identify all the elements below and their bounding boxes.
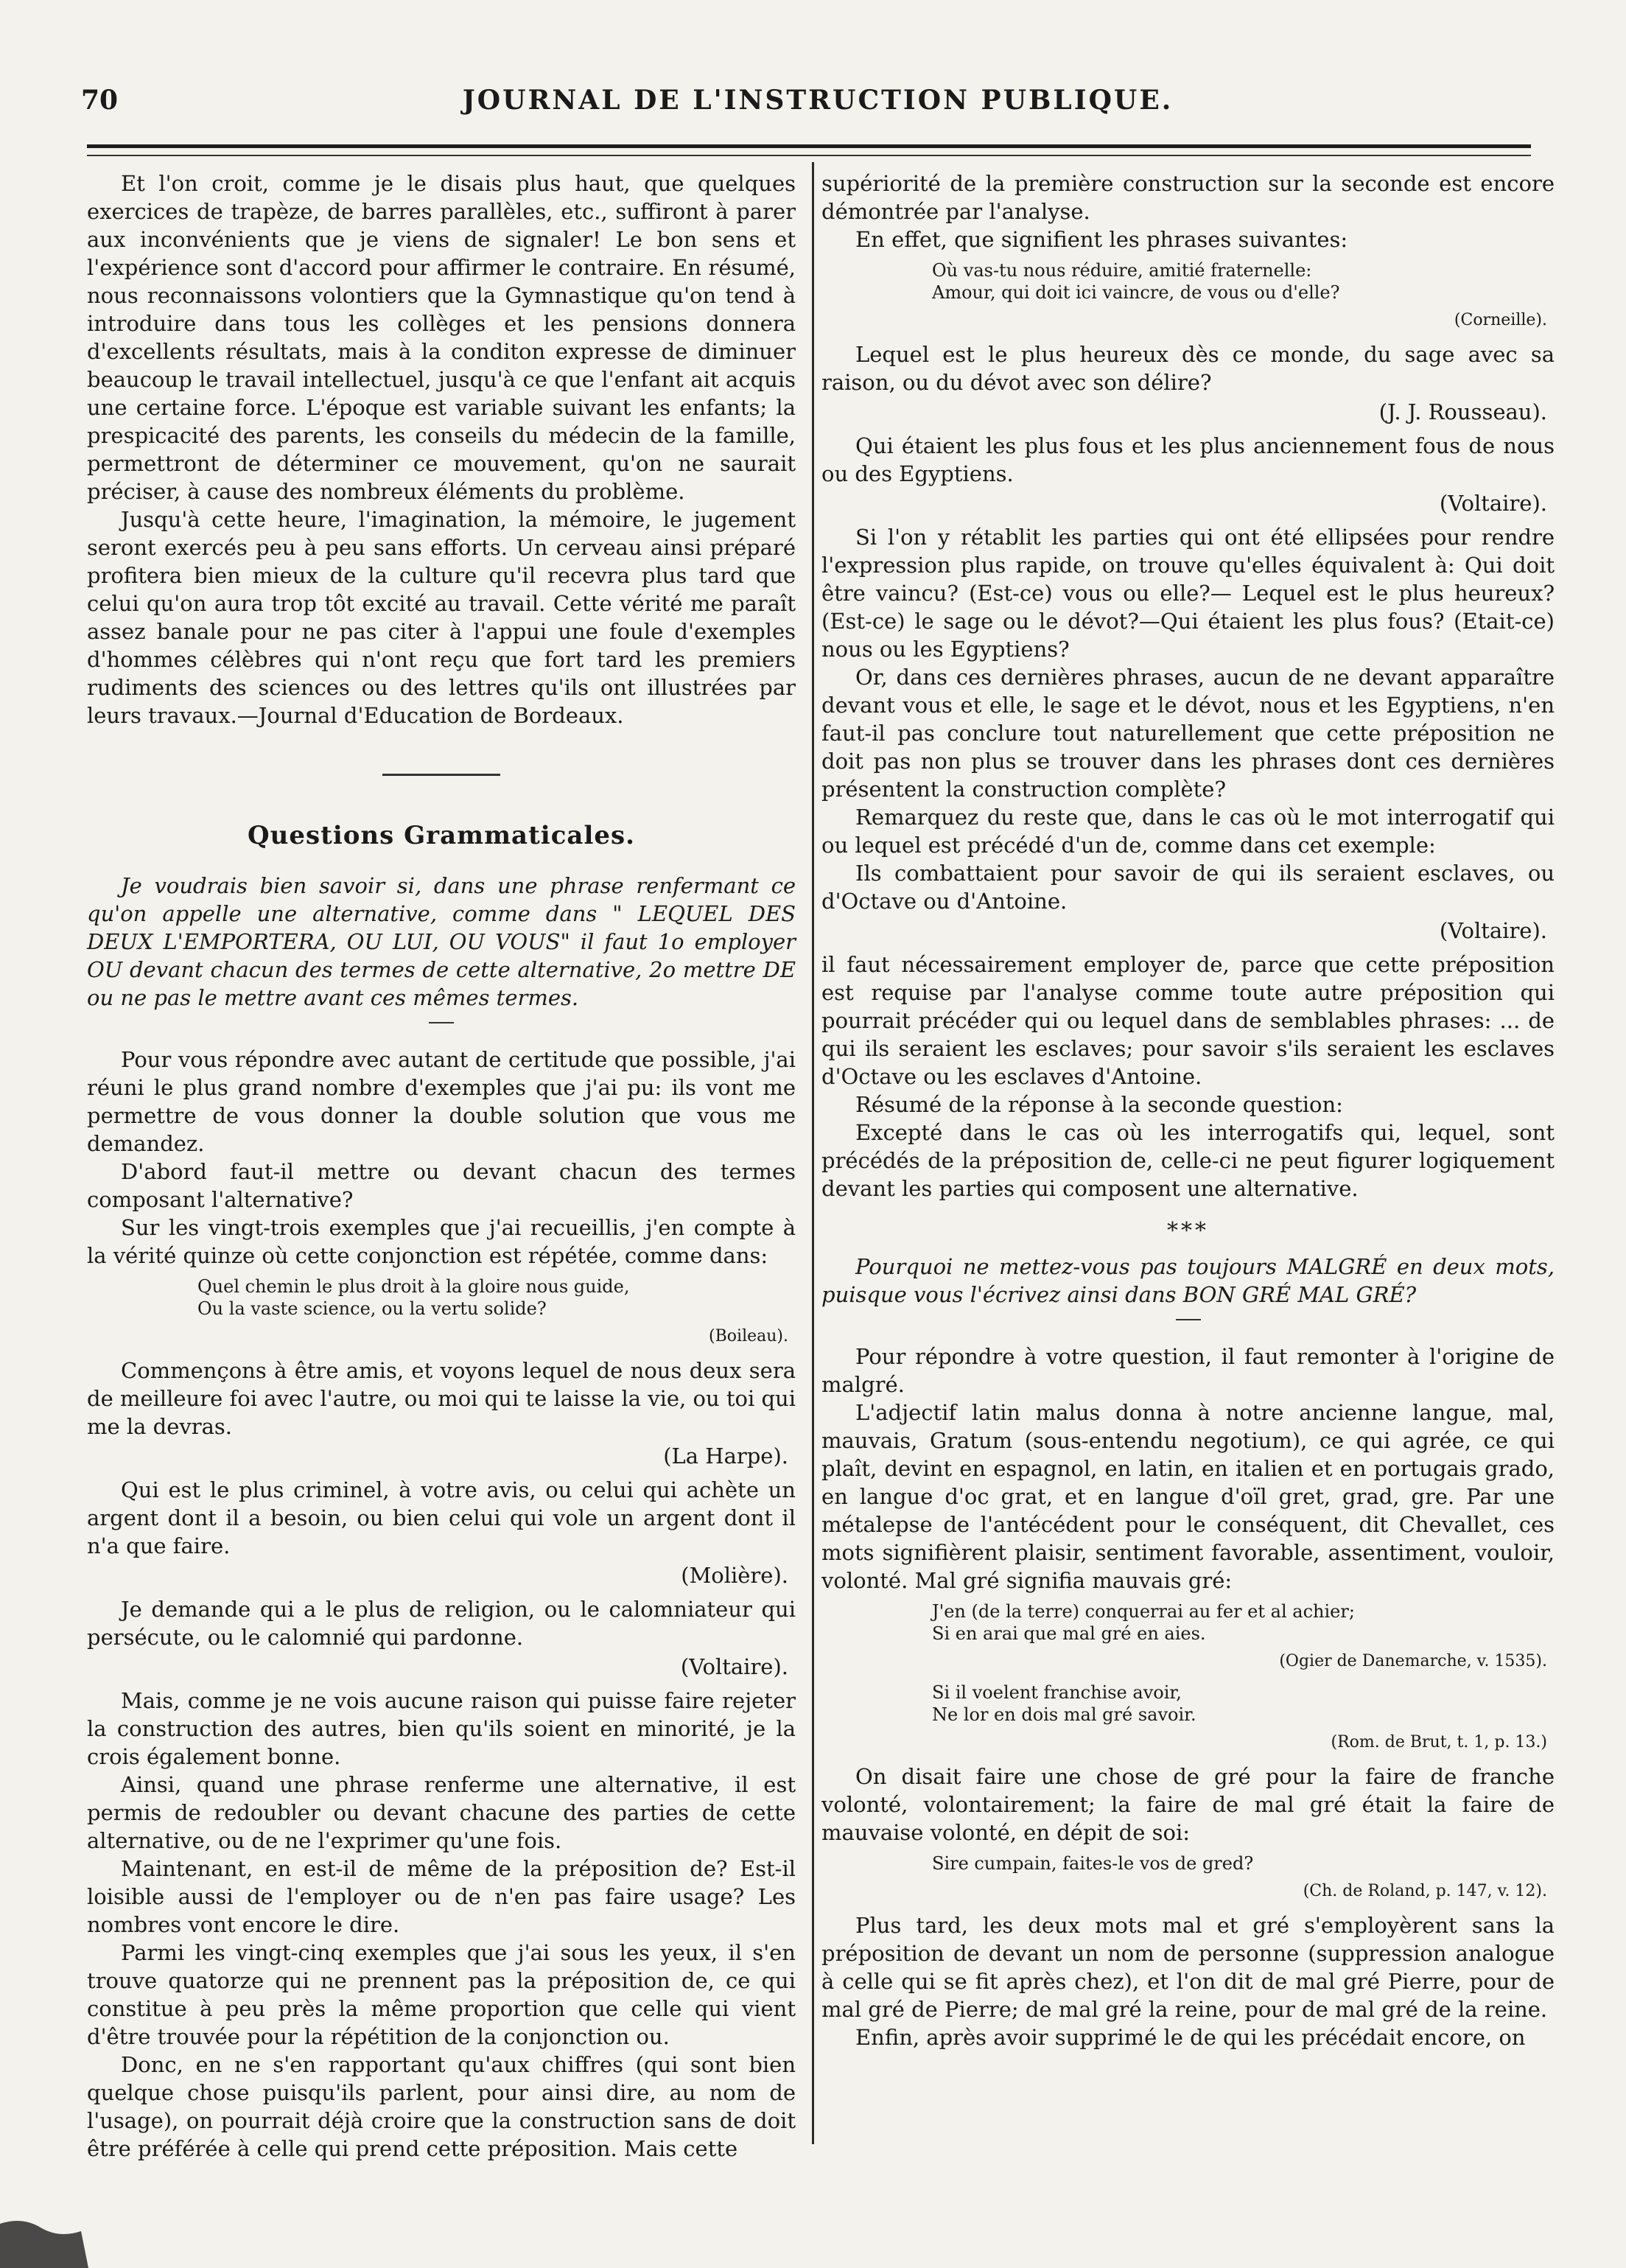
paragraph: Enfin, après avoir supprimé le de qui les précédait encore, on [855,2025,1526,2050]
verse-line: J'en (de la terre) conquerrai au fer et al achier; [932,1601,1355,1622]
column-divider [812,162,814,2144]
paragraph: supériorité de la première construction sur la seconde est encore démontrée par l'analyse. [821,171,1555,224]
verse-line: Sire cumpain, faites-le vos de gred? [932,1853,1254,1874]
question-text: Je voudrais bien savoir si, dans une phrase renfermant ce qu'on appelle une alternative, comme dans " LEQUEL DES DEUX L'EMPORTERA, OU LUI, OU VOUS" il faut 1o employer OU devant chacun des termes de cette alternative, 2o mettre DE ou ne pas le mettre avant ces mêmes termes. [87,873,796,1010]
paragraph: Ainsi, quand une phrase renferme une alternative, il est permis de redoubler ou devant chacune des parties de cette alternative, ou de ne l'exprimer qu'une fois. [87,1772,796,1853]
verse-quote [932,1852,1555,1875]
paragraph: On disait faire une chose de gré pour la faire de franche volonté, volontairement; la faire de mal gré était la faire de mauvaise volonté, en dépit de soi: [821,1764,1555,1845]
left-column [87,169,796,2163]
paragraph: Ils combattaient pour savoir de qui ils seraient esclaves, ou d'Octave ou d'Antoine. [821,861,1555,914]
verse-line: Ou la vaste science, ou la vertu solide? [197,1298,547,1319]
citation: (Voltaire). [680,1654,788,1679]
paragraph: En effet, que signifient les phrases suivantes: [855,227,1348,252]
paragraph: Donc, en ne s'en rapportant qu'aux chiffres (qui sont bien quelque chose puisqu'ils parlent, pour ainsi dire, au nom de l'usage), on pourrait déjà croire que la construction sans de doit être préférée à celle qui prend cette préposition. Mais cette [87,2052,796,2161]
paragraph: Je demande qui a le plus de religion, ou le calomniateur qui persécute, ou le calomnié qui pardonne. [87,1597,796,1650]
citation: (Corneille). [1454,311,1547,329]
verse-line: Où vas-tu nous réduire, amitié fraternelle: [932,260,1312,281]
header-rule-thick [87,144,1531,148]
journal-title: JOURNAL DE L'INSTRUCTION PUBLIQUE. [462,85,1174,116]
paragraph: Jusqu'à cette heure, l'imagination, la mémoire, le jugement seront exercés peu à peu sans efforts. Un cerveau ainsi préparé profitera bien mieux de la culture qu'il recevra plus tard que celui qu'on aura trop tôt excité au travail. Cette vérité me paraît assez banale pour ne pas citer à l'appui une foule d'exemples d'hommes célèbres qui n'ont reçu que fort tard les premiers rudiments des sciences ou des lettres qu'ils ont illustrées par leurs travaux.—Journal d'Education de Bordeaux. [87,507,796,728]
section-title: Questions Grammaticales. [248,821,635,850]
paragraph: Or, dans ces dernières phrases, aucun de ne devant apparaître devant vous et elle, le sage et le dévot, nous et les Egyptiens, n'en faut-il pas conclure tout naturellement que cette préposition ne doit pas non plus se trouver dans les phrases dont ces dernières présentent la construction complète? [821,665,1555,802]
paragraph: Résumé de la réponse à la seconde question: [855,1092,1343,1117]
verse-quote [932,1681,1555,1726]
paragraph: Qui étaient les plus fous et les plus anciennement fous de nous ou des Egyptiens. [821,433,1555,486]
dash-divider [429,1022,454,1023]
citation: (J. J. Rousseau). [1378,399,1547,424]
corner-blot [0,2172,88,2268]
citation: (Rom. de Brut, t. 1, p. 13.) [1331,1733,1547,1751]
paragraph: Si l'on y rétablit les parties qui ont été ellipsées pour rendre l'expression plus rapide, on trouve qu'elles équivalent à: Qui doit être vaincu? (Est-ce) vous ou elle?— Lequel est le plus heureux? (Est-ce) le sage ou le dévot?—Qui étaient les plus fous? (Etait-ce) nous ou les Egyptiens? [821,525,1555,662]
verse-line: Si en arai que mal gré en aies. [932,1623,1206,1644]
paragraph: Remarquez du reste que, dans le cas où le mot interrogatif qui ou lequel est précédé d'un de, comme dans cet exemple: [821,805,1555,858]
paragraph: Et l'on croit, comme je le disais plus haut, que quelques exercices de trapèze, de barres parallèles, etc., suffiront à parer aux inconvénients que je viens de signaler! Le bon sens et l'expérience sont d'accord pour affirmer le contraire. En résumé, nous reconnaissons volontiers que la Gymnastique qu'on tend à introduire dans tous les collèges et les pensions donnera d'excellents résultats, mais à la conditon expresse de diminuer beaucoup le travail intellectuel, jusqu'à ce que l'enfant ait acquis une certaine force. L'époque est variable suivant les enfants; la prespicacité des parents, les conseils du médecin de la famille, permettront de déterminer ce mouvement, qu'on ne saurait préciser, à cause des nombreux éléments du problème. [87,171,796,504]
page-header [74,85,1562,129]
paragraph: Parmi les vingt-cinq exemples que j'ai sous les yeux, il s'en trouve quatorze qui ne prennent pas la préposition de, ce qui constitue à peu près la même proportion que celle qui vient d'être trouvée pour la répétition de la conjonction ou. [87,1940,796,2049]
paragraph: D'abord faut-il mettre ou devant chacun des termes composant l'alternative? [87,1159,796,1212]
paragraph: il faut nécessairement employer de, parce que cette préposition est requise par l'analyse comme toute autre préposition qui pourrait précéder qui ou lequel dans de semblables phrases: ... de qui ils seraient les esclaves; pour savoir s'ils seraient les esclaves d'Octave ou les esclaves d'Antoine. [821,952,1555,1089]
citation: (La Harpe). [663,1443,788,1469]
paragraph: Maintenant, en est-il de même de la préposition de? Est-il loisible aussi de l'employer ou de n'en pas faire usage? Les nombres vont encore le dire. [87,1856,796,1937]
paragraph: Qui est le plus criminel, à votre avis, ou celui qui achète un argent dont il a besoin, ou bien celui qui vole un argent dont il n'a que faire. [87,1477,796,1558]
verse-line: Ne lor en dois mal gré savoir. [932,1704,1196,1725]
paragraph: Plus tard, les deux mots mal et gré s'employèrent sans la préposition de devant un nom de personne (suppression analogue à celle qui se fit après chez), et l'on dit de mal gré Pierre, pour de mal gré de Pierre; de mal gré la reine, pour de mal gré de la reine. [821,1913,1555,2022]
citation: (Voltaire). [1439,918,1547,943]
paragraph: Lequel est le plus heureux dès ce monde, du sage avec sa raison, ou du dévot avec son délire? [821,342,1555,395]
paragraph: L'adjectif latin malus donna à notre ancienne langue, mal, mauvais, Gratum (sous-entendu negotium), ce qui agrée, ce qui plaît, devint en espagnol, en latin, en italien et en portugais grado, en langue d'oc grat, et en langue d'oïl gret, grad, gre. Par une métalepse de l'antécédent pour le conséquent, dit Chevallet, ces mots signifièrent plaisir, sentiment favorable, assentiment, vouloir, volonté. Mal gré signifia mauvais gré: [821,1400,1555,1593]
verse-quote [932,1600,1555,1645]
question-text: Pourquoi ne mettez-vous pas toujours MALGRÉ en deux mots, puisque vous l'écrivez ainsi dans BON GRÉ MAL GRÉ? [821,1254,1555,1307]
citation: (Molière). [681,1563,788,1588]
paragraph: Commençons à être amis, et voyons lequel de nous deux sera de meilleure foi avec l'autre, ou moi qui te laisse la vie, ou toi qui me la devras. [87,1358,796,1439]
citation: (Voltaire). [1439,491,1547,516]
verse-quote [932,259,1555,304]
page-number: 70 [81,85,119,116]
asterism: *** [1167,1218,1209,1244]
paragraph: Pour répondre à votre question, il faut remonter à l'origine de malgré. [821,1344,1555,1397]
verse-line: Amour, qui doit ici vaincre, de vous ou d'elle? [932,282,1340,303]
right-column [821,169,1555,2051]
citation: (Ch. de Roland, p. 147, v. 12). [1303,1882,1547,1900]
verse-line: Si il voelent franchise avoir, [932,1682,1182,1703]
paragraph: Excepté dans le cas où les interrogatifs qui, lequel, sont précédés de la préposition de, celle-ci ne peut figurer logiquement devant les parties qui composent une alternative. [821,1120,1555,1201]
verse-line: Quel chemin le plus droit à la gloire nous guide, [197,1276,630,1297]
header-rule-thin [87,155,1531,156]
dash-divider [1176,1319,1201,1320]
paragraph: Sur les vingt-trois exemples que j'ai recueillis, j'en compte à la vérité quinze où cette conjonction est répétée, comme dans: [87,1215,796,1268]
citation: (Ogier de Danemarche, v. 1535). [1279,1652,1547,1670]
citation: (Boileau). [709,1327,788,1345]
paragraph: Pour vous répondre avec autant de certitude que possible, j'ai réuni le plus grand nombre d'exemples que j'ai pu: ils vont me permettre de vous donner la double solution que vous me demandez. [87,1047,796,1156]
paragraph: Mais, comme je ne vois aucune raison qui puisse faire rejeter la construction des autres, bien qu'ils soient en minorité, je la crois également bonne. [87,1688,796,1769]
verse-quote [197,1275,796,1320]
section-rule [382,774,500,776]
